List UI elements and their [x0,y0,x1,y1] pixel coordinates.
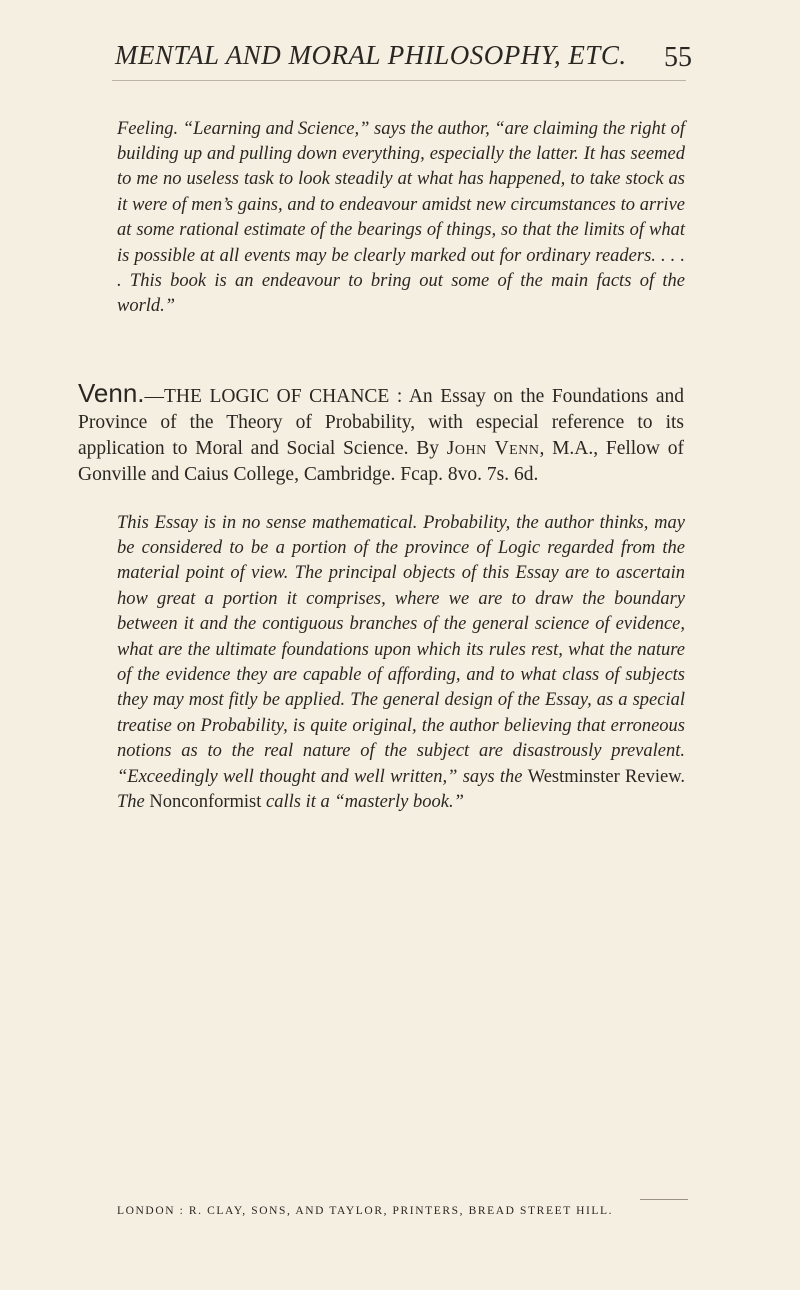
entry-author: John Venn [446,437,540,459]
entry-head-word: Venn. [78,377,145,408]
nonconformist-name: Nonconformist [149,791,262,812]
entry-title: —THE LOGIC OF CHANCE : An Essay on the Foundations and Province of the Theory of Probability, with especial reference to its application to Moral and Social Science. By [78,385,684,459]
entry-details: , M.A., Fellow of Gonville and Caius College, Cambridge. Fcap. 8vo. 7s. 6d. [78,437,684,485]
venn-entry-paragraph [78,377,684,488]
review-the: The [117,791,150,812]
printer-imprint: LONDON : R. CLAY, SONS, AND TAYLOR, PRINTERS, BREAD STREET HILL. [117,1205,614,1217]
running-head: MENTAL AND MORAL PHILOSOPHY, ETC. [115,40,627,70]
westminster-review-name: Westminster Review. [527,766,685,787]
review-text-end: calls it a “masterly book.” [261,791,464,812]
page-number: 55 [664,42,692,73]
header-rule [112,80,686,81]
venn-review-paragraph [117,511,685,816]
imprint-rule [640,1199,688,1200]
review-text: This Essay is in no sense mathematical. Probability, the author thinks, may be considered to be a portion of the province of Logic regarded from the material point of view. The principal objects of this Essay are to ascertain how great a portion it comprises, where we are to draw the boundary between it and the contiguous branches of the general science of evidence, what are the ultimate foundations upon which its rules rest, what the nature of the evidence they are capable of affording, and to what class of subjects they may most fitly be applied. The general design of the Essay, as a special treatise on Probability, is quite original, the author believing that erroneous notions as to the real nature of the subject are disastrously prevalent. “Exceedingly well thought and well written,” says the [117,512,685,787]
feeling-review-paragraph: Feeling. “Learning and Science,” says the author, “are claiming the right of building up and pulling down everything, especially the latter. It has seemed to me no useless task to look steadily at what has happened, to take stock as it were of men’s gains, and to endeavour amidst new circumstances to arrive at some rational estimate of the bearings of things, so that the limits of what is possible at all events may be clearly marked out for ordinary readers. . . . . This book is an endeavour to bring out some of the main facts of the world.” [117,118,685,317]
